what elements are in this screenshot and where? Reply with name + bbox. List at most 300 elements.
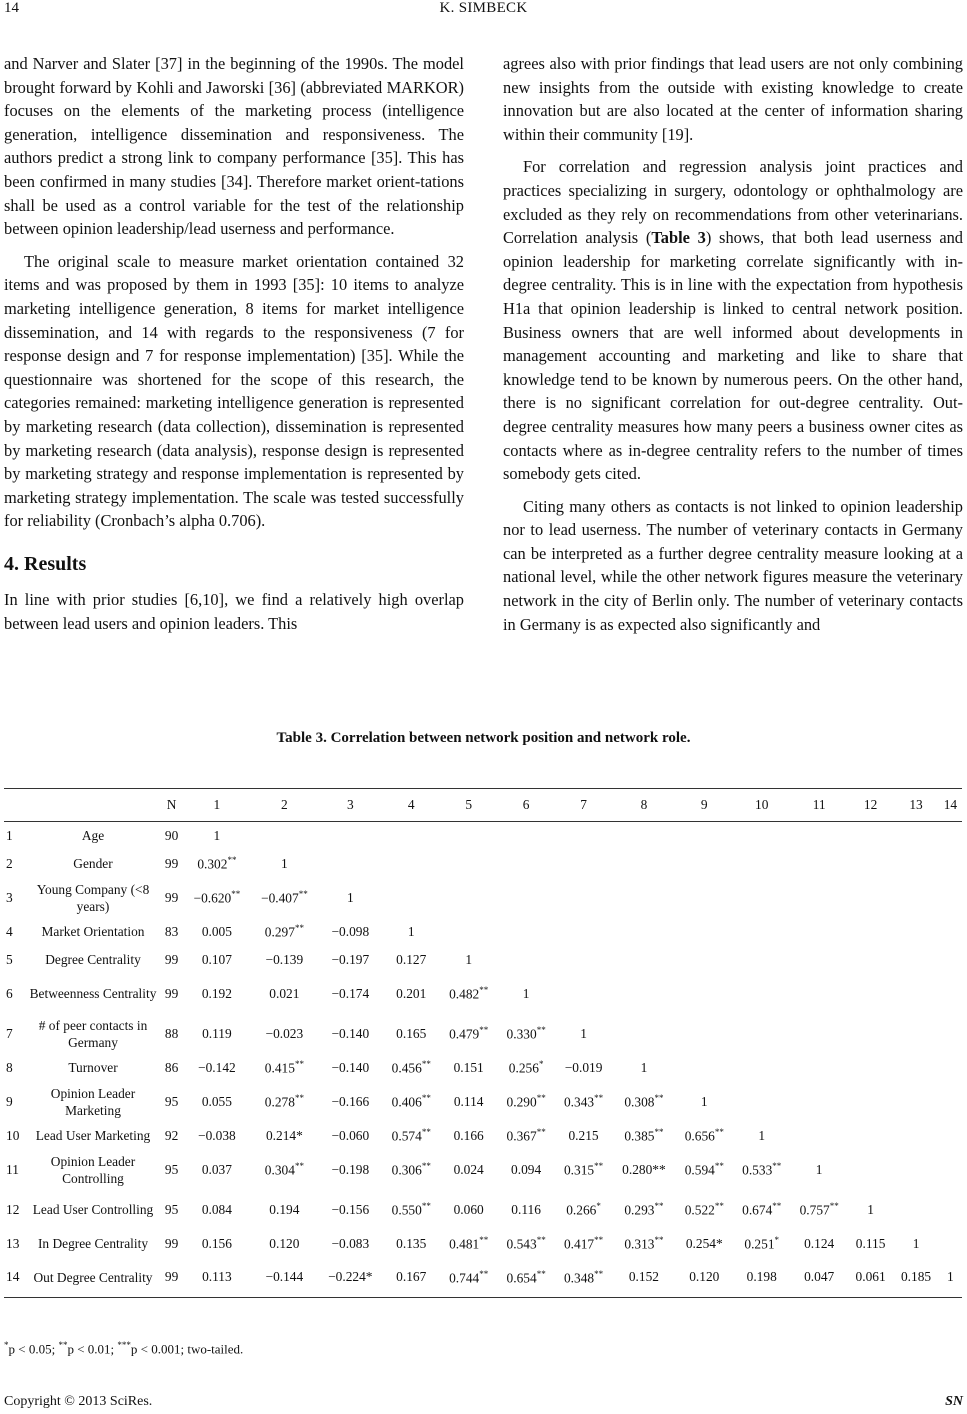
- table-cell: 0.047: [790, 1258, 847, 1298]
- footer-copyright: Copyright © 2013 SciRes.: [4, 1394, 153, 1409]
- table-cell: [848, 1150, 893, 1190]
- table-cell: −0.407**: [261, 888, 308, 906]
- table-cell: 0.522**: [684, 1200, 724, 1218]
- table-cell: 0.479**: [449, 1024, 489, 1042]
- footnote-star: **: [58, 1340, 68, 1350]
- header-cell: 13: [893, 789, 938, 822]
- table-cell: [848, 1082, 893, 1122]
- right-column: [503, 52, 963, 645]
- table-cell: [790, 1122, 847, 1150]
- row-variable: Opinion Leader Controlling: [50, 1153, 136, 1186]
- table-cell: −0.620**: [193, 888, 241, 906]
- row-index: 1: [6, 827, 13, 843]
- table-cell: 1: [346, 889, 354, 905]
- table-cell: [893, 1190, 938, 1230]
- table-cell: 0.256*: [508, 1058, 544, 1076]
- significance-mark: **: [536, 1024, 546, 1035]
- table-cell: 0.481**: [449, 1234, 489, 1252]
- table-cell: 0.313**: [624, 1234, 664, 1252]
- table-cell: [733, 974, 790, 1014]
- table-cell: [612, 822, 675, 850]
- table-cell: 0.266*: [566, 1200, 601, 1218]
- significance-mark: **: [594, 1268, 604, 1279]
- table-row: [4, 1122, 962, 1150]
- table-cell: −0.224*: [318, 1258, 382, 1298]
- table-cell: [383, 878, 440, 918]
- significance-mark: **: [421, 1200, 431, 1211]
- table-cell: 0.594**: [684, 1160, 724, 1178]
- significance-mark: *: [538, 1058, 544, 1069]
- table-cell: 0.574**: [391, 1126, 431, 1144]
- table-cell: [848, 878, 893, 918]
- row-index: 4: [6, 923, 13, 939]
- table-cell: [497, 878, 554, 918]
- table-cell: 0.120: [676, 1258, 733, 1298]
- table-cell: 0.315**: [563, 1160, 604, 1178]
- table-cell: [893, 822, 938, 850]
- table-cell: 0.114: [453, 1093, 484, 1109]
- table-row: [4, 1014, 962, 1054]
- table-cell: 0.119: [202, 1025, 232, 1041]
- table-cell: −0.140: [331, 1025, 370, 1041]
- table-cell: [893, 974, 938, 1014]
- table-cell: 0.185: [893, 1258, 938, 1298]
- table-cell: [848, 822, 893, 850]
- table-cell: [790, 1082, 847, 1122]
- table-cell: [612, 1014, 675, 1054]
- significance-mark: **: [536, 1092, 546, 1103]
- table-cell: [497, 918, 554, 946]
- table-cell: 0.116: [511, 1201, 541, 1217]
- significance-mark: **: [294, 1160, 304, 1171]
- table-cell: [893, 1150, 938, 1190]
- table-cell: 0.415**: [264, 1058, 304, 1076]
- significance-mark: **: [479, 1234, 489, 1245]
- significance-mark: **: [421, 1160, 431, 1171]
- table-cell: 0.656**: [684, 1126, 724, 1144]
- table-cell: [790, 918, 847, 946]
- table-cell: [893, 1082, 938, 1122]
- footer-journal: SN: [945, 1394, 963, 1409]
- table-cell: 0.113: [183, 1258, 250, 1298]
- table-row: [4, 1082, 962, 1122]
- table-cell: [440, 878, 497, 918]
- table-cell: −0.174: [331, 985, 370, 1001]
- row-n: 88: [164, 1025, 179, 1041]
- table-cell: [939, 1054, 962, 1082]
- table-cell: [555, 918, 612, 946]
- paragraph-text: ) shows, that both lead userness and opinion leadership for marketing correlate significantly with in-degree centrality. This is in line with the expectation from hypothesis H1a that opinion leadership is linked to central network position. Business owners that are well informed about developments in management accounting and marketing and like to share that knowledge tend to be known by numerous peers. On the other hand, there is no significant correlation for out-degree centrality. Out-degree centrality measures how many peers a business owner cites as contacts where as in-degree centrality refers to the number of times somebody gets cited.: [503, 228, 963, 484]
- table-cell: [612, 918, 675, 946]
- table-cell: 0.107: [201, 951, 232, 967]
- table-cell: −0.156: [331, 1201, 370, 1217]
- table-header-row: [4, 789, 962, 822]
- table-cell: [939, 1230, 962, 1258]
- table-cell: [383, 822, 440, 850]
- table-cell: 0.060: [453, 1201, 484, 1217]
- table-cell: 0.166: [453, 1127, 484, 1143]
- significance-mark: **: [298, 888, 308, 899]
- table-cell: [848, 850, 893, 878]
- table-cell: [612, 974, 675, 1014]
- significance-mark: **: [772, 1160, 782, 1171]
- table-cell: [733, 946, 790, 974]
- row-index: 8: [6, 1059, 13, 1075]
- paragraph: and Narver and Slater [37] in the beginning of the 1990s. The model brought forward by Kohli and Jaworski [36] (abbreviated MARKOR) focuses on the elements of the marketing process (intelligence generation, intelligence dissemination and responsiveness. The authors predict a strong link to company performance [35]. This has been confirmed in many studies [34]. Therefore market orient-tations shall be used as a control variable for the test of the relationship between opinion leadership/lead userness and performance.: [4, 54, 464, 239]
- row-variable: Gender: [73, 856, 113, 871]
- row-index: 5: [6, 951, 13, 967]
- table-cell: 0.061: [848, 1258, 893, 1298]
- table-cell: [790, 974, 847, 1014]
- table-cell: [612, 850, 675, 878]
- table-cell: 0.251*: [744, 1234, 780, 1252]
- table-cell: −0.144: [251, 1258, 318, 1298]
- table-cell: 0.385**: [624, 1126, 664, 1144]
- table-cell: 1: [700, 1093, 708, 1109]
- row-index: 7: [6, 1025, 13, 1041]
- table-cell: 0.127: [396, 951, 427, 967]
- table-cell: [676, 822, 733, 850]
- table-cell: [790, 878, 847, 918]
- table-cell: 0.343**: [563, 1092, 604, 1110]
- table-cell: [893, 1122, 938, 1150]
- row-n: 99: [164, 855, 179, 871]
- table-cell: −0.023: [265, 1025, 304, 1041]
- table-cell: [790, 1014, 847, 1054]
- table-cell: [676, 850, 733, 878]
- row-index: 12: [6, 1201, 20, 1217]
- table-cell: 1: [281, 855, 288, 871]
- table-cell: [251, 822, 318, 850]
- table-cell: 1: [407, 923, 415, 939]
- table-cell: [676, 1014, 733, 1054]
- table-cell: [733, 850, 790, 878]
- table-cell: [733, 1014, 790, 1054]
- header-cell-variable: [26, 789, 160, 822]
- table-cell: 0.115: [855, 1235, 886, 1251]
- table-cell: 1: [580, 1025, 587, 1041]
- table-row: [4, 1258, 962, 1298]
- table-cell: −0.060: [331, 1127, 370, 1143]
- significance-mark: **: [714, 1126, 724, 1137]
- table-cell: 0.094: [511, 1161, 542, 1177]
- significance-mark: **: [594, 1234, 604, 1245]
- significance-mark: **: [294, 1058, 304, 1069]
- table-cell: [676, 878, 733, 918]
- table-cell: [440, 918, 497, 946]
- row-n: 95: [164, 1161, 179, 1177]
- table-cell: [848, 918, 893, 946]
- section-title: 4. Results: [4, 552, 87, 575]
- row-variable: Degree Centrality: [45, 952, 141, 967]
- table-cell: 0.024: [453, 1161, 484, 1177]
- header-cell: 8: [612, 789, 675, 822]
- table-cell: 0.330**: [506, 1024, 546, 1042]
- paragraph: agrees also with prior findings that lead users are not only combining new insights from the outside with existing knowledge to create innovation but are also located at the center of information sharing within their community [19].: [503, 54, 963, 144]
- table-cell: [555, 974, 612, 1014]
- table-cell: 1: [758, 1127, 766, 1143]
- running-header-author: K. SIMBECK: [439, 0, 528, 16]
- header-cell: 6: [497, 789, 554, 822]
- row-variable: Out Degree Centrality: [26, 1258, 160, 1298]
- row-n: 90: [164, 827, 179, 843]
- significance-mark: **: [479, 1024, 489, 1035]
- table-cell: −0.142: [198, 1059, 236, 1075]
- table-cell: 1: [522, 985, 530, 1001]
- table-cell: [497, 946, 554, 974]
- paragraph-text: For correlation and regression analysis joint practices and practices specializing in surgery, odontology or ophthalmology are excluded as they rely on recommendations from other veterinarians. Correlation analysis (: [503, 157, 963, 248]
- header-cell: 12: [848, 789, 893, 822]
- row-n: 99: [160, 1258, 183, 1298]
- table-cell: [733, 1082, 790, 1122]
- header-cell: 14: [939, 789, 962, 822]
- table-cell: [790, 822, 847, 850]
- table-cell: [555, 946, 612, 974]
- table-cell: 0.037: [201, 1161, 232, 1177]
- table-cell: −0.098: [331, 923, 370, 939]
- row-index: 13: [6, 1235, 20, 1251]
- table-cell: [318, 822, 382, 850]
- table-cell: [555, 850, 612, 878]
- footnote-star: ***: [117, 1340, 131, 1350]
- row-variable: Young Company (<8 years): [36, 881, 150, 914]
- row-variable: # of peer contacts in Germany: [38, 1017, 148, 1050]
- paragraph: Citing many others as contacts is not linked to opinion leadership nor to lead userness. The number of veterinary contacts in Germany can be interpreted as a further degree centrality measure looking at a national level, while the other network figures measure the veterinary network in the city of Berlin only. The number of veterinary contacts in Germany is as expected also significantly and: [503, 496, 963, 634]
- table-cell: 0.151: [453, 1059, 484, 1075]
- table-cell: [497, 822, 554, 850]
- row-variable: Age: [81, 828, 105, 844]
- row-n: 95: [164, 1201, 179, 1217]
- table-cell: [893, 918, 938, 946]
- header-cell: 10: [733, 789, 790, 822]
- significance-mark: *: [774, 1234, 780, 1245]
- table-cell: [939, 1150, 962, 1190]
- table-cell: [893, 878, 938, 918]
- table-cell: [733, 878, 790, 918]
- table-cell: 0.084: [201, 1201, 232, 1217]
- table-row: [4, 878, 962, 918]
- row-index: 10: [6, 1127, 20, 1143]
- header-cell: 2: [251, 789, 318, 822]
- significance-mark: **: [421, 1126, 431, 1137]
- table-cell: [939, 878, 962, 918]
- table-cell: 0.135: [396, 1235, 427, 1251]
- table-cell: 0.290**: [506, 1092, 546, 1110]
- table-cell: 1: [912, 1235, 920, 1251]
- table-row: [4, 946, 962, 974]
- table-cell: 0.124: [804, 1235, 835, 1251]
- table-cell: [893, 946, 938, 974]
- table-cell: [440, 822, 497, 850]
- table-cell: 0.406**: [391, 1092, 431, 1110]
- table-cell: 0.293**: [624, 1200, 664, 1218]
- significance-mark: **: [654, 1234, 664, 1245]
- table-cell: [939, 1122, 962, 1150]
- significance-mark: **: [594, 1160, 604, 1171]
- table-reference-link[interactable]: Table 3: [651, 228, 706, 248]
- row-n: 99: [164, 889, 179, 905]
- row-n: 83: [164, 923, 179, 939]
- table-cell: [939, 1190, 962, 1230]
- table-cell: [848, 1122, 893, 1150]
- table-cell: 0.482**: [449, 984, 489, 1002]
- table-cell: −0.139: [265, 951, 304, 967]
- significance-mark: **: [294, 922, 304, 933]
- table-cell: [676, 974, 733, 1014]
- significance-mark: **: [714, 1160, 724, 1171]
- table-footnote: *p < 0.05; **p < 0.01; ***p < 0.001; two-tailed.: [4, 1340, 244, 1357]
- header-cell: 5: [440, 789, 497, 822]
- paragraph: In line with prior studies [6,10], we find a relatively high overlap between lead users and opinion leaders. This: [4, 590, 464, 634]
- table-cell: 0.543**: [506, 1234, 546, 1252]
- table-cell: 0.192: [201, 985, 232, 1001]
- table-cell: [676, 1054, 733, 1082]
- table-cell: 0.198: [733, 1258, 790, 1298]
- row-n: 99: [164, 1235, 179, 1251]
- row-variable: Opinion Leader Marketing: [50, 1085, 136, 1118]
- table-cell: 0.550**: [391, 1200, 431, 1218]
- significance-mark: **: [654, 1092, 664, 1103]
- table-cell: [893, 850, 938, 878]
- table-cell: 0.417**: [563, 1234, 604, 1252]
- table-cell: 0.308**: [624, 1092, 664, 1110]
- table-cell: [848, 1014, 893, 1054]
- table-cell: [939, 918, 962, 946]
- table-cell: 1: [939, 1258, 962, 1298]
- table-cell: [733, 1054, 790, 1082]
- table-cell: [676, 946, 733, 974]
- row-n: 99: [164, 951, 179, 967]
- table-cell: [612, 946, 675, 974]
- significance-mark: **: [421, 1092, 431, 1103]
- header-cell: 3: [318, 789, 382, 822]
- footnote-star: *: [4, 1340, 9, 1350]
- table-cell: −0.083: [331, 1235, 370, 1251]
- table-cell: [939, 946, 962, 974]
- table-cell: [848, 974, 893, 1014]
- row-variable: In Degree Centrality: [37, 1236, 149, 1251]
- row-n: 99: [164, 985, 179, 1001]
- table-cell: [555, 822, 612, 850]
- table-row: [4, 918, 962, 946]
- table-cell: 1: [815, 1161, 823, 1177]
- table-cell: [790, 946, 847, 974]
- table-row: [4, 1230, 962, 1258]
- row-index: 2: [6, 855, 13, 871]
- table-cell: [440, 850, 497, 878]
- row-index: 14: [4, 1258, 26, 1298]
- row-index: 11: [6, 1161, 19, 1177]
- row-variable: Market Orientation: [41, 924, 145, 939]
- row-variable: Lead User Marketing: [35, 1128, 151, 1143]
- table-cell: [497, 850, 554, 878]
- table-cell: 0.367**: [506, 1126, 546, 1144]
- table-cell: 0.674**: [742, 1200, 782, 1218]
- table-cell: −0.140: [331, 1059, 370, 1075]
- row-index: 9: [6, 1093, 13, 1109]
- page-number: 14: [4, 0, 19, 16]
- row-n: 86: [164, 1059, 179, 1075]
- table-cell: 0.297**: [264, 922, 304, 940]
- table-cell: [893, 1014, 938, 1054]
- significance-mark: **: [772, 1200, 782, 1211]
- table-cell: 0.280**: [622, 1161, 666, 1177]
- table-cell: 0.021: [269, 985, 300, 1001]
- significance-mark: **: [479, 984, 489, 995]
- table-row: [4, 1150, 962, 1190]
- significance-mark: **: [654, 1126, 664, 1137]
- table-row: [4, 1054, 962, 1082]
- row-index: 3: [6, 889, 13, 905]
- row-variable: Lead User Controlling: [32, 1202, 154, 1217]
- header-cell: 11: [790, 789, 847, 822]
- table-cell: [939, 1014, 962, 1054]
- table-cell: 0.152: [612, 1258, 675, 1298]
- significance-mark: **: [714, 1200, 724, 1211]
- table-cell: [848, 946, 893, 974]
- row-variable: Betweenness Centrality: [29, 986, 157, 1001]
- table-cell: [555, 878, 612, 918]
- table-cell: [733, 918, 790, 946]
- table-cell: 0.744**: [440, 1258, 497, 1298]
- significance-mark: **: [294, 1092, 304, 1103]
- table-cell: [939, 1082, 962, 1122]
- table-cell: 0.167: [383, 1258, 440, 1298]
- table-cell: 0.120: [269, 1235, 300, 1251]
- table-cell: −0.166: [331, 1093, 370, 1109]
- table-cell: [790, 1054, 847, 1082]
- table-row: [4, 974, 962, 1014]
- table-cell: 0.194: [269, 1201, 300, 1217]
- table-cell: 1: [640, 1059, 648, 1075]
- header-cell-index: [4, 789, 26, 822]
- header-cell: N: [160, 789, 183, 822]
- table-cell: 0.306**: [391, 1160, 431, 1178]
- table-cell: [676, 918, 733, 946]
- significance-mark: **: [536, 1126, 546, 1137]
- significance-mark: **: [829, 1200, 839, 1211]
- table-cell: 0.005: [201, 923, 232, 939]
- row-index: 6: [6, 985, 13, 1001]
- significance-mark: **: [654, 1200, 664, 1211]
- table-cell: 1: [213, 827, 221, 843]
- table-cell: [893, 1054, 938, 1082]
- left-column: [4, 52, 464, 645]
- table-cell: [733, 822, 790, 850]
- table-cell: 1: [465, 951, 473, 967]
- significance-mark: **: [536, 1234, 546, 1245]
- table-cell: [318, 850, 382, 878]
- table-cell: 0.757**: [799, 1200, 839, 1218]
- significance-mark: **: [594, 1092, 604, 1103]
- table-cell: 0.302**: [197, 854, 237, 872]
- table-cell: 0.533**: [742, 1160, 782, 1178]
- paragraph: The original scale to measure market orientation contained 32 items and was proposed by them in 1993 [35]: 10 items to analyze marketing intelligence generation, 8 items for market intelligence dissemination, and 14 with regards to the responsiveness (7 for response design and 7 for response implementation) [35]. While the questionnaire was shortened for the scope of this research, the categories remained: marketing intelligence generation is represented by marketing research (data collection), dissemination is represented by marketing research (data analysis), response design is represented by marketing strategy and response implementation is represented by marketing strategy implementation. The scale was tested successfully for reliability (Cronbach’s alpha 0.706).: [4, 251, 464, 531]
- table-cell: 0.156: [201, 1235, 232, 1251]
- table-cell: 0.278**: [264, 1092, 304, 1110]
- significance-mark: **: [536, 1268, 546, 1279]
- significance-mark: *: [596, 1200, 601, 1211]
- table-cell: −0.038: [198, 1127, 236, 1143]
- row-variable: Turnover: [68, 1060, 118, 1075]
- table-cell: −0.019: [564, 1059, 603, 1075]
- table-cell: −0.197: [331, 951, 370, 967]
- table-cell: [939, 822, 962, 850]
- table-cell: [848, 1054, 893, 1082]
- table-cell: 1: [867, 1201, 874, 1217]
- table-row: [4, 1190, 962, 1230]
- header-cell: 1: [183, 789, 250, 822]
